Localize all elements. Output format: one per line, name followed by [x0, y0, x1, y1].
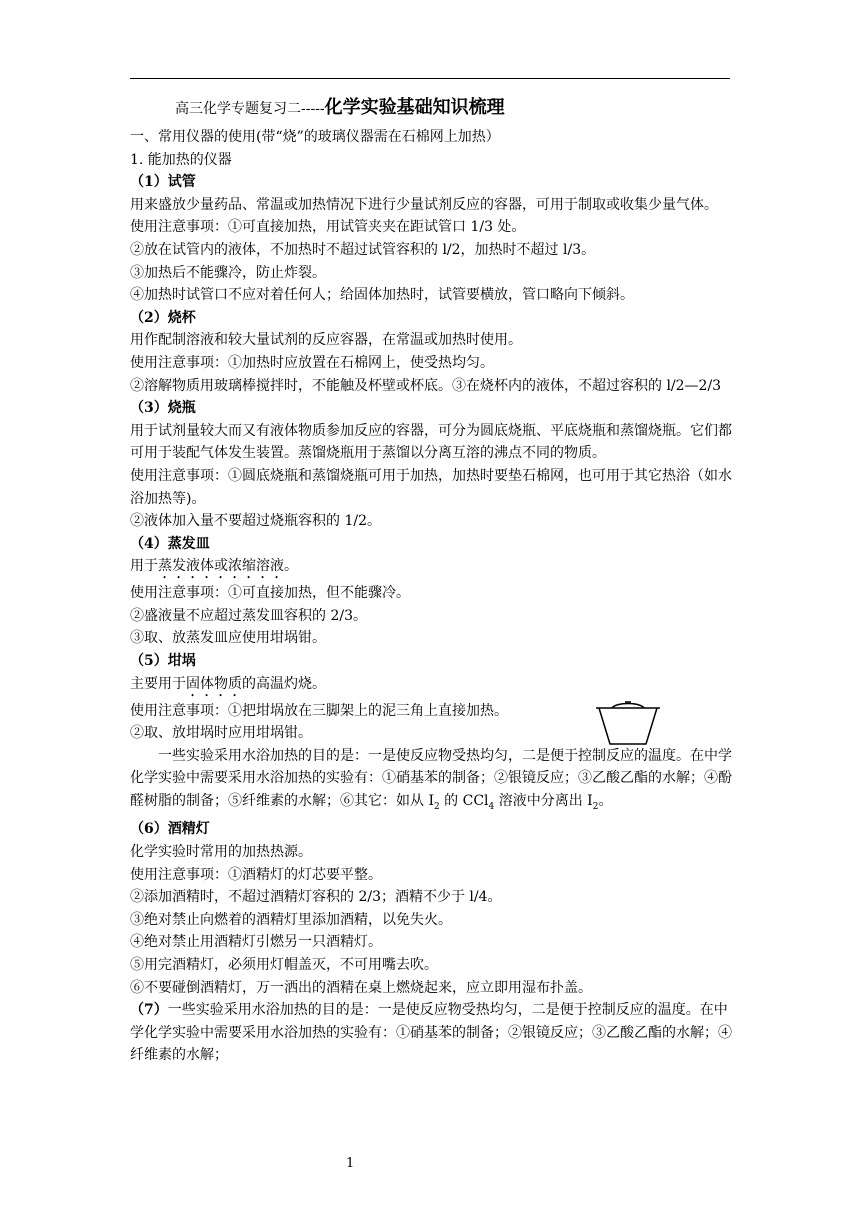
text-span: 的 CCl — [439, 793, 489, 810]
paragraph: ⑥不要碰倒酒精灯，万一洒出的酒精在桌上燃烧起来，应立即用湿布扑盖。 — [130, 979, 592, 996]
paragraph: ②添加酒精时，不超过酒精灯容积的 2/3；酒精不少于 l/4。 — [130, 889, 502, 906]
paragraph: ②放在试管内的液体，不加热时不超过试管容积的 l/2，加热时不超过 l/3。 — [130, 241, 596, 258]
paragraph: ③加热后不能骤冷，防止炸裂。 — [130, 264, 326, 281]
paragraph: 使用注意事项：①可直接加热，但不能骤冷。 — [130, 585, 410, 602]
text-span: 主要用于 — [130, 675, 186, 692]
paragraph: ④绝对禁止用酒精灯引燃另一只酒精灯。 — [130, 934, 382, 951]
text-span: 溶液中分离出 I — [494, 793, 593, 810]
item-heading-test-tube: （1）试管 — [130, 174, 196, 191]
paragraph: ②取、放坩埚时应用坩埚钳。 — [130, 725, 312, 742]
text-span: 的高温灼烧。 — [242, 675, 326, 692]
paragraph-water-bath — [130, 745, 734, 819]
page-title — [175, 93, 505, 119]
paragraph: ④加热时试管口不应对着任何人；给固体加热时，试管要横放，管口略向下倾斜。 — [130, 287, 634, 304]
subscript: 2 — [433, 801, 440, 812]
text-span: 一些实验采用水浴加热的目的是：一是使反应物受热均匀，二是便于控制反应的温度。在中学化学实验中需要采用水浴加热的实验有：①硝基苯的制备；②银镜反应；③乙酸乙酯的水解；④酚醛树脂的制备；⑤纤维素的水解；⑥其它：如从 I — [130, 747, 732, 810]
title-main: 化学实验基础知识梳理 — [324, 97, 505, 118]
crucible-icon — [594, 699, 662, 747]
paragraph: 使用注意事项：①可直接加热，用试管夹夹在距试管口 1/3 处。 — [130, 219, 526, 236]
document-body — [130, 126, 734, 1067]
paragraph: 使用注意事项：①圆底烧瓶和蒸馏烧瓶可用于加热，加热时要垫石棉网，也可用于其它热浴（如水浴加热等)。 — [130, 467, 732, 507]
item-heading-beaker: （2）烧杯 — [130, 309, 196, 326]
paragraph — [130, 555, 734, 582]
text-span: 。 — [598, 793, 613, 810]
paragraph: ③取、放蒸发皿应使用坩埚钳。 — [130, 630, 326, 647]
paragraph: ③绝对禁止向燃着的酒精灯里添加酒精，以免失火。 — [130, 911, 452, 928]
paragraph: 用来盛放少量药品、常温或加热情况下进行少量试剂反应的容器，可用于制取或收集少量气体。 — [130, 196, 718, 213]
text-span: 一些实验采用水浴加热的目的是：一是使反应物受热均匀，二是便于控制反应的温度。在中学化学实验中需要采用水浴加热的实验有：①硝基苯的制备；②银镜反应；③乙酸乙酯的水解；④纤维素的水解； — [130, 1002, 732, 1064]
item-heading-crucible: （5）坩埚 — [130, 653, 196, 670]
paragraph: 使用注意事项：①把坩埚放在三脚架上的泥三角上直接加热。 — [130, 702, 508, 719]
paragraph: 使用注意事项：①加热时应放置在石棉网上，使受热均匀。 — [130, 354, 494, 371]
item-number: （7） — [130, 1002, 168, 1019]
paragraph: ②液体加入量不要超过烧瓶容积的 1/2。 — [130, 513, 381, 530]
section-heading: 一、常用仪器的使用(带“烧”的玻璃仪器需在石棉网上加热） — [130, 129, 500, 145]
paragraph: 用于试剂量较大而又有液体物质参加反应的容器，可分为圆底烧瓶、平底烧瓶和蒸馏烧瓶。它们都可用于装配气体发生装置。蒸馏烧瓶用于蒸馏以分离互溶的沸点不同的物质。 — [130, 422, 732, 462]
page-number: 1 — [346, 1156, 355, 1171]
emphasized-text: 固体物质 — [186, 675, 242, 692]
emphasized-text: 蒸发液体或浓缩溶液 — [158, 558, 284, 575]
subsection-heading: 1. 能加热的仪器 — [130, 151, 232, 168]
text-span: 用于 — [130, 558, 158, 575]
subscript: 2 — [592, 801, 599, 812]
paragraph — [130, 673, 734, 700]
subscript: 4 — [488, 801, 495, 812]
paragraph: ②溶解物质用玻璃棒搅拌时，不能触及杯壁或杯底。③在烧杯内的液体，不超过容积的 l/2—2/3 — [130, 377, 722, 394]
paragraph: 化学实验时常用的加热热源。 — [130, 844, 312, 861]
paragraph: 用作配制溶液和较大量试剂的反应容器，在常温或加热时使用。 — [130, 332, 522, 349]
text-span: 。 — [284, 558, 298, 575]
paragraph: 使用注意事项：①酒精灯的灯芯要平整。 — [130, 866, 382, 883]
title-prefix: 高三化学专题复习二----- — [175, 101, 325, 117]
item-heading-flask: （3）烧瓶 — [130, 400, 196, 417]
paragraph: ②盛液量不应超过蒸发皿容积的 2/3。 — [130, 607, 367, 624]
item-heading-evaporating-dish: （4）蒸发皿 — [130, 535, 210, 552]
header-rule — [130, 78, 730, 79]
item-heading-alcohol-lamp: （6）酒精灯 — [130, 821, 210, 838]
paragraph: ⑤用完酒精灯，必须用灯帽盖灭，不可用嘴去吹。 — [130, 956, 438, 973]
paragraph — [130, 999, 734, 1067]
